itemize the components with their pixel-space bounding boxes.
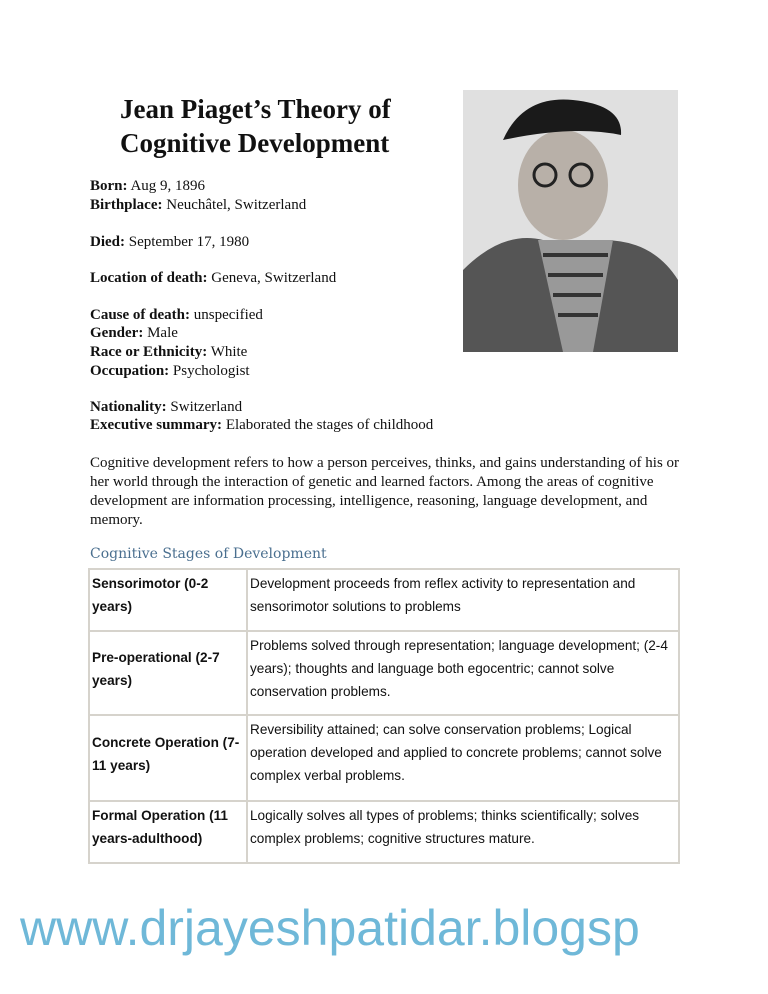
table-row — [89, 569, 679, 631]
stage-description: Reversibility attained; can solve conservation problems; Logical operation developed and applied to concrete problems; cannot solve complex verbal problems. — [247, 715, 679, 801]
portrait-photo — [463, 90, 678, 352]
fact-occupation: Occupation: Psychologist — [90, 363, 250, 379]
stage-description: Problems solved through representation; language development; (2-4 years); thoughts and language both egocentric; cannot solve conservation problems. — [247, 631, 679, 715]
fact-nationality: Nationality: Switzerland — [90, 399, 243, 415]
fact-gender: Gender: Male — [90, 325, 178, 341]
fact-location-of-death: Location of death: Geneva, Switzerland — [90, 270, 337, 286]
fact-birthplace: Birthplace: Neuchâtel, Switzerland — [90, 197, 307, 213]
intro-paragraph: Cognitive development refers to how a person perceives, thinks, and gains understanding of his or her world through the interaction of genetic and learned factors. Among the areas of cognitive development are information processing, intelligence, reasoning, language development, and memory. — [90, 455, 680, 528]
stage-description: Logically solves all types of problems; thinks scientifically; solves complex problems; cognitive structures mature. — [247, 801, 679, 863]
fact-executive-summary: Executive summary: Elaborated the stages of childhood — [90, 417, 434, 433]
fact-cause-of-death: Cause of death: unspecified — [90, 307, 263, 323]
table-row — [89, 801, 679, 863]
stages-table — [88, 568, 680, 864]
fact-born: Born: Aug 9, 1896 — [90, 178, 206, 194]
document-title — [120, 92, 391, 160]
stage-name: Sensorimotor (0-2 years) — [89, 569, 247, 631]
section-heading: Cognitive Stages of Development — [90, 546, 327, 562]
stage-description: Development proceeds from reflex activity to representation and sensorimotor solutions to problems — [247, 569, 679, 631]
stage-name: Formal Operation (11 years-adulthood) — [89, 801, 247, 863]
stage-name: Pre-operational (2-7 years) — [89, 631, 247, 715]
title-line: Cognitive Development — [120, 128, 390, 158]
fact-died: Died: September 17, 1980 — [90, 234, 250, 250]
watermark: www.drjayeshpatidar.blogsp — [20, 900, 640, 956]
title-line: Jean Piaget’s Theory of — [120, 94, 391, 124]
table-row — [89, 715, 679, 801]
table-row — [89, 631, 679, 715]
stage-name: Concrete Operation (7-11 years) — [89, 715, 247, 801]
fact-race: Race or Ethnicity: White — [90, 344, 248, 360]
